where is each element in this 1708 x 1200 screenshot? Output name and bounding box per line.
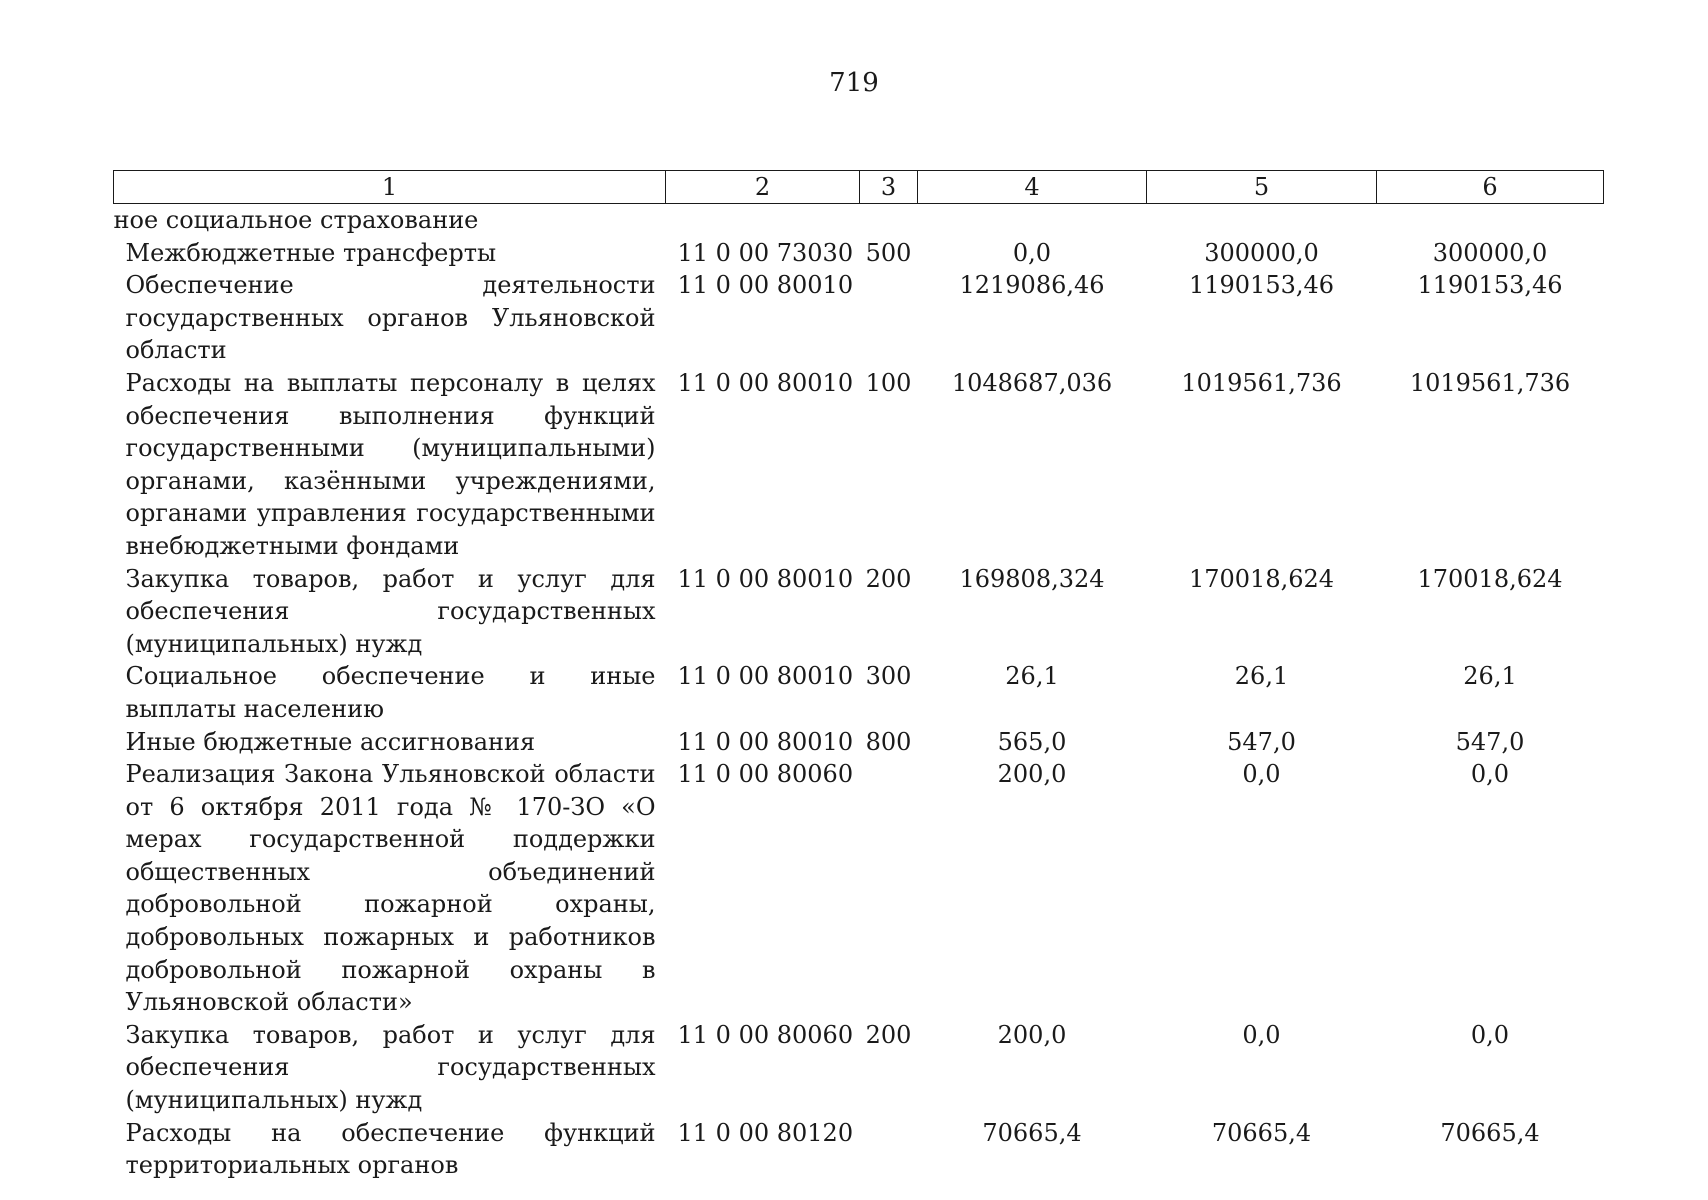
table-row: [114, 563, 1604, 661]
row-amount-col4: 70665,4: [982, 1118, 1082, 1147]
row-target-article: 11 0 00 80060: [677, 1020, 854, 1049]
row-amount-col6: 1190153,46: [1417, 271, 1563, 300]
row-amount-col5: 0,0: [1242, 1020, 1281, 1049]
row-amount-col5: 70665,4: [1211, 1118, 1312, 1147]
row-amount-col5: 26,1: [1234, 662, 1289, 691]
row-name: Расходы на обеспечение функций территориальных органов: [125, 1118, 656, 1180]
table-row: [114, 726, 1604, 759]
row-amount-col5: 170018,624: [1188, 564, 1335, 593]
row-target-article: 11 0 00 80010: [677, 662, 854, 691]
row-amount-col5: 300000,0: [1204, 238, 1319, 267]
row-name: Социальное обеспечение и иные выплаты населению: [125, 662, 656, 723]
row-amount-col5: 1190153,46: [1188, 271, 1335, 300]
row-amount-col4: 0,0: [1012, 238, 1052, 267]
row-amount-col4: 26,1: [1005, 662, 1059, 691]
row-name: Расходы на выплаты персоналу в целях обеспечения выполнения функций государственными (муниципальными) органами, казёнными учреждениями, органами управления государственными внебюджетными фондами: [125, 368, 656, 560]
row-amount-col5: 547,0: [1227, 727, 1296, 756]
row-target-article: [666, 204, 860, 237]
row-amount-col4: 565,0: [997, 727, 1067, 756]
row-amount-col6: 0,0: [1470, 760, 1510, 789]
row-expense-type: [860, 758, 918, 1019]
table-row: [114, 660, 1604, 725]
row-amount-col4: 200,0: [997, 1020, 1067, 1049]
table-header: [114, 171, 1604, 204]
row-expense-type: [860, 1117, 918, 1182]
header-col-4: 4: [918, 171, 1147, 204]
header-col-2: 2: [666, 171, 860, 204]
row-name: Реализация Закона Ульяновской области от 6 октября 2011 года № 170-ЗО «О мерах государственной поддержки общественных объединений добровольной пожарной охраны, добровольных пожарных и работников добровольной пожарной охраны в Ульяновской области»: [125, 760, 656, 1017]
row-target-article: 11 0 00 80060: [677, 760, 854, 789]
row-expense-type: 200: [865, 1020, 912, 1049]
row-name: ное социальное страхование: [113, 206, 479, 234]
table-row: [114, 1117, 1604, 1182]
row-amount-col5: 1019561,736: [1181, 368, 1342, 397]
row-amount-col6: 26,1: [1463, 662, 1517, 691]
row-target-article: 11 0 00 80010: [677, 271, 854, 300]
row-amount-col5: 0,0: [1242, 760, 1281, 789]
header-col-1: 1: [114, 171, 666, 204]
row-name: Иные бюджетные ассигнования: [125, 727, 536, 756]
row-amount-col6: 0,0: [1470, 1020, 1510, 1049]
table-row: [114, 204, 1604, 237]
row-name: Закупка товаров, работ и услуг для обеспечения государственных (муниципальных) нужд: [125, 564, 656, 658]
row-amount-col4: [918, 204, 1147, 237]
header-col-5: 5: [1147, 171, 1377, 204]
row-amount-col4: 1048687,036: [951, 368, 1113, 397]
row-expense-type: 800: [865, 727, 912, 756]
row-amount-col6: [1377, 204, 1604, 237]
header-row: [114, 171, 1604, 204]
budget-table: [113, 170, 1604, 1182]
row-name: Закупка товаров, работ и услуг для обеспечения государственных (муниципальных) нужд: [125, 1020, 656, 1115]
row-target-article: 11 0 00 80120: [677, 1118, 854, 1147]
row-expense-type: 200: [865, 564, 912, 593]
row-target-article: 11 0 00 73030: [677, 238, 854, 267]
row-expense-type: [860, 269, 918, 367]
row-amount-col6: 1019561,736: [1409, 368, 1571, 397]
row-amount-col4: 1219086,46: [959, 271, 1105, 300]
header-col-6: 6: [1377, 171, 1604, 204]
table-body: [114, 204, 1604, 1182]
table-row: [114, 367, 1604, 563]
row-target-article: 11 0 00 80010: [677, 368, 854, 397]
row-expense-type: 300: [865, 662, 912, 691]
row-name: Обеспечение деятельности государственных органов Ульяновской области: [125, 271, 656, 365]
row-amount-col6: 70665,4: [1440, 1118, 1540, 1147]
row-expense-type: 500: [865, 238, 912, 267]
row-amount-col4: 169808,324: [959, 564, 1105, 593]
table-row: [114, 237, 1604, 270]
row-expense-type: [860, 204, 918, 237]
table-row: [114, 758, 1604, 1019]
row-expense-type: 100: [865, 368, 912, 397]
table-row: [114, 1019, 1604, 1117]
row-amount-col4: 200,0: [997, 760, 1067, 789]
row-target-article: 11 0 00 80010: [677, 564, 854, 593]
header-col-3: 3: [860, 171, 918, 204]
row-target-article: 11 0 00 80010: [677, 727, 854, 756]
table-row: [114, 269, 1604, 367]
row-amount-col6: 300000,0: [1432, 238, 1548, 267]
row-amount-col6: 547,0: [1455, 727, 1525, 756]
row-amount-col5: [1147, 204, 1377, 237]
row-amount-col6: 170018,624: [1417, 564, 1563, 593]
page-number: 719: [829, 68, 879, 98]
row-name: Межбюджетные трансферты: [125, 238, 497, 267]
